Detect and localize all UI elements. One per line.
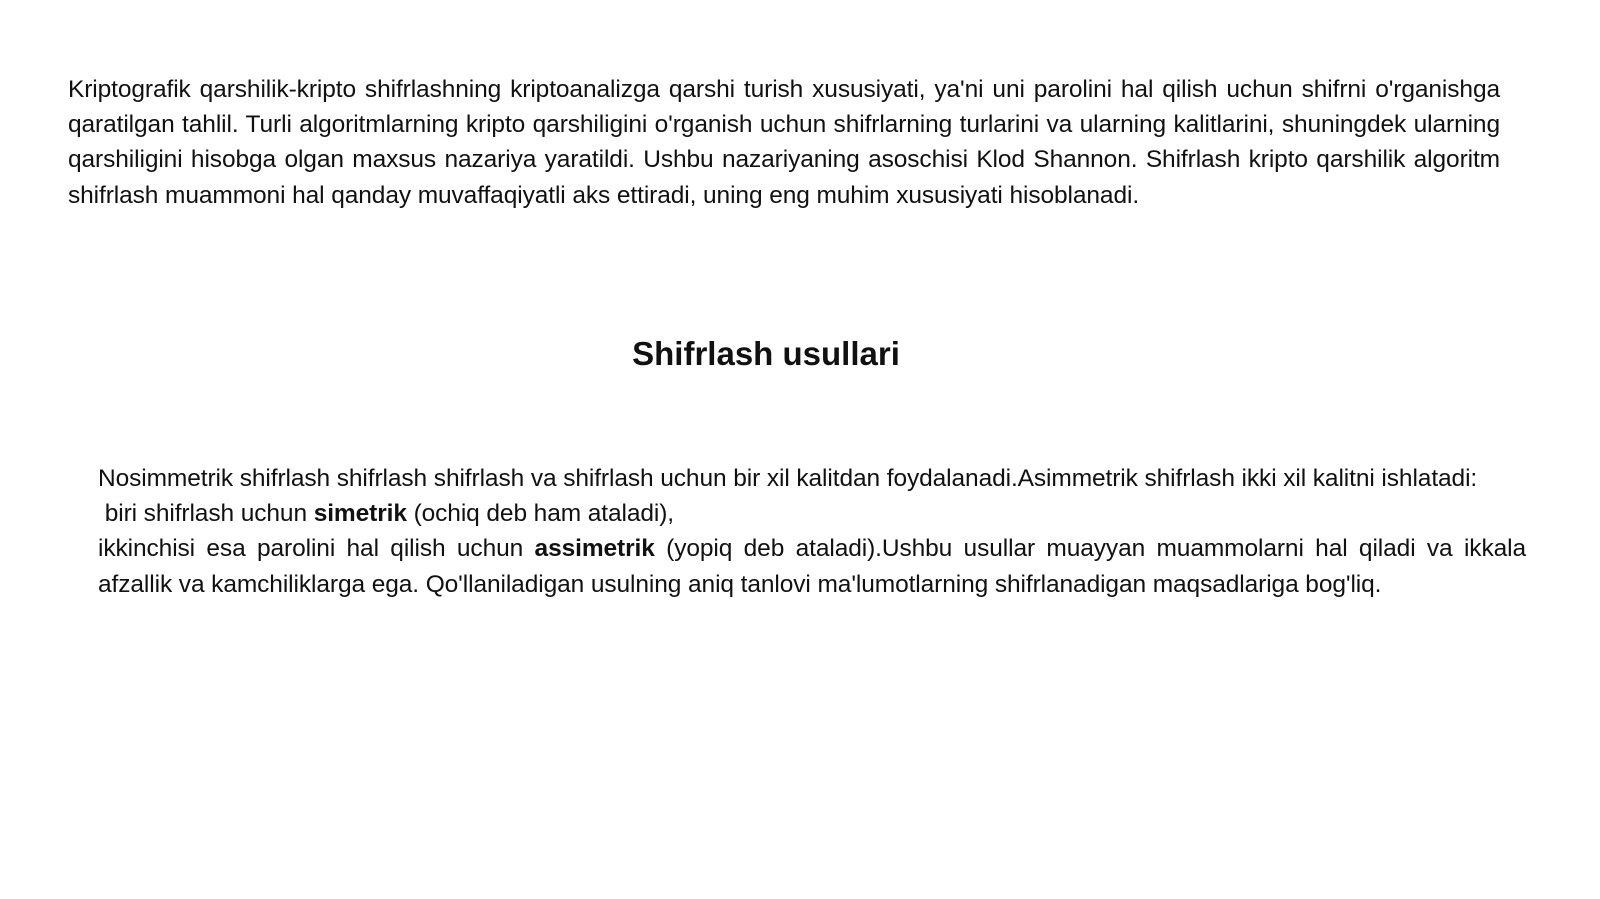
intro-paragraph: Kriptografik qarshilik-kripto shifrlashning kriptoanalizga qarshi turish xususiyati, ya'ni uni parolini hal qilish uchun shifrni o'rganishga qaratilgan tahlil. Turli algoritmlarning kripto qarshiligini o'rganish uchun shifrlarning turlarini va ularning kalitlarini, shuningdek ularning qarshiligini hisobga olgan maxsus nazariya yaratildi. Ushbu nazariyaning asoschisi Klod Shannon. Shifrlash kripto qarshilik algoritm shifrlash muammoni hal qanday muvaffaqiyatli aks ettiradi, uning eng muhim xususiyati hisoblanadi. (68, 76, 1500, 209)
methods-text (98, 461, 1526, 602)
methods-line-2-post: (ochiq deb ham ataladi), (406, 500, 675, 528)
methods-line-2 (98, 496, 1526, 531)
methods-line-3 (98, 531, 1526, 601)
section-heading: Shifrlash usullari (632, 335, 900, 372)
methods-line-3-post: (yopiq deb ataladi).Ushbu usullar muayyan muammolarni hal qiladi va ikkala afzallik va kamchiliklarga ega. Qo'llaniladigan usulning aniq tanlovi ma'lumotlarning shifrlanadigan maqsadlariga bog'liq. (98, 535, 1526, 598)
methods-line-1: Nosimmetrik shifrlash shifrlash shifrlash va shifrlash uchun bir xil kalitdan foydalanadi.Asimmetrik shifrlash ikki xil kalitni ishlatadi: (98, 465, 1478, 492)
methods-line-3-pre: ikkinchisi esa parolini hal qilish uchun (98, 535, 535, 563)
methods-line-2-pre: biri shifrlash uchun (98, 500, 314, 528)
term-assimetrik: assimetrik (534, 535, 655, 563)
term-simetrik: simetrik (313, 500, 407, 528)
